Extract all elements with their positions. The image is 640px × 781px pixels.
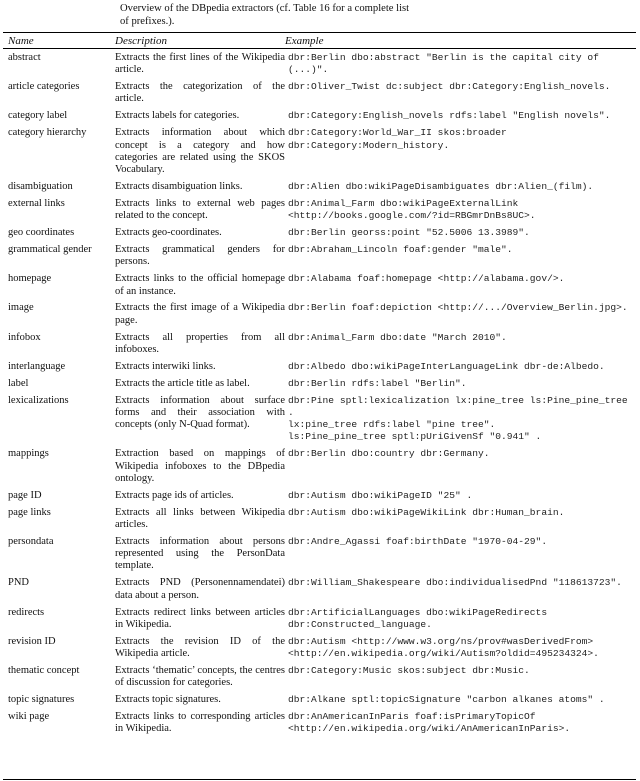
table-row [8,227,636,244]
table-row [8,302,636,331]
header-name: Name [8,35,34,47]
extractor-description: Extracts topic signatures. [115,694,221,706]
extractor-example: dbr:Albedo dbo:wikiPageInterLanguageLink dbr-de:Albedo. [288,360,605,372]
extractor-example: dbr:Berlin rdfs:label "Berlin". [288,377,467,389]
extractor-example: dbr:Category:English_novels rdfs:label "English novels". [288,110,611,122]
extractor-name: image [8,302,34,314]
extractor-description: Extracts information about surface forms and their association with concepts (only N-Quad format). [115,394,285,431]
table-row [8,448,636,489]
table-row [8,110,636,127]
extractor-example: dbr:Animal_Farm dbo:date "March 2010". [288,331,507,343]
table-row [8,636,636,665]
table-row [8,52,636,81]
table-row [8,244,636,273]
extractor-name: lexicalizations [8,394,69,406]
table-row [8,81,636,110]
extractor-example: dbr:Berlin georss:point "52.5006 13.3989". [288,227,530,239]
header-example: Example [285,35,324,47]
extractor-name: topic signatures [8,694,75,706]
extractor-description: Extracts ‘thematic’ concepts, the centres of discussion for categories. [115,664,285,689]
extractor-example: dbr:Alkane sptl:topicSignature "carbon alkanes atoms" . [288,694,605,706]
extractor-description: Extracts links to corresponding articles in Wikipedia. [115,711,285,735]
header-description: Description [115,35,167,47]
extractor-description: Extracts the first image of a Wikipedia page. [115,302,285,326]
extractor-name: label [8,377,29,389]
extractor-example: dbr:Andre_Agassi foaf:birthDate "1970-04-29". [288,535,548,547]
extractor-name: category hierarchy [8,127,87,139]
extractor-name: redirects [8,606,45,618]
table-row [8,361,636,378]
table-row [8,127,636,181]
extractor-name: external links [8,197,65,209]
extractor-example: dbr:Autism dbo:wikiPageWikiLink dbr:Human_brain. [288,506,565,518]
extractor-description: Extracts geo-coordinates. [115,227,222,239]
extractor-example: dbr:Berlin dbo:country dbr:Germany. [288,448,490,460]
extractor-example: dbr:Berlin dbo:abstract "Berlin is the capital city of (...)". [288,52,599,76]
extractor-name: wiki page [8,711,50,723]
table-row [8,395,636,449]
extractor-description: Extracts grammatical genders for persons. [115,244,285,268]
extractor-name: persondata [8,535,54,547]
caption-line-2: of prefixes.). [120,15,175,27]
extractor-name: grammatical gender [8,244,92,256]
table-row [8,181,636,198]
extractor-description: Extraction based on mappings of Wikipedia infoboxes to the DBpedia ontology. [115,448,285,484]
extractor-example: dbr:Animal_Farm dbo:wikiPageExternalLink <http://books.google.com/?id=RBGmrDnBs8UC>. [288,197,536,222]
extractor-example: dbr:Category:World_War_II skos:broader dbr:Category:Modern_history. [288,127,507,151]
extractor-name: category label [8,110,68,122]
extractor-description: Extracts disambiguation links. [115,181,243,193]
extractor-example: dbr:William_Shakespeare dbo:individualisedPnd "118613723". [288,577,622,589]
table-row [8,507,636,536]
extractor-example: dbr:Berlin foaf:depiction <http://.../Overview_Berlin.jpg>. [288,302,628,314]
extractor-description: Extracts information about persons represented using the PersonData template. [115,535,285,572]
extractor-name: disambiguation [8,181,73,193]
extractor-description: Extracts the first lines of the Wikipedia article. [115,52,285,76]
extractor-example: dbr:Autism dbo:wikiPageID "25" . [288,489,473,501]
table-row [8,273,636,302]
extractor-name: infobox [8,331,41,343]
extractor-description: Extracts page ids of articles. [115,489,234,501]
extractor-description: Extracts interwiki links. [115,360,216,372]
extractor-name: geo coordinates [8,227,75,239]
header-rule [3,48,636,49]
table-row [8,332,636,361]
extractor-name: abstract [8,52,41,63]
extractor-description: Extracts the categorization of the article. [115,81,285,105]
extractor-example: dbr:Category:Music skos:subject dbr:Music. [288,664,530,676]
table-caption [0,3,640,28]
extractor-example: dbr:Alabama foaf:homepage <http://alabama.gov/>. [288,273,565,285]
extractor-description: Extracts the revision ID of the Wikipedia article. [115,635,285,660]
table-row [8,378,636,395]
bottom-rule [3,779,636,780]
extractor-description: Extracts all links between Wikipedia articles. [115,506,285,530]
table-row [8,665,636,694]
extractor-example: dbr:Oliver_Twist dc:subject dbr:Category:English_novels. [288,81,611,93]
extractor-example: dbr:AnAmericanInParis foaf:isPrimaryTopicOf <http://en.wikipedia.org/wiki/AnAmericanInParis>. [288,711,571,735]
table-row [8,577,636,606]
extractor-example: dbr:Alien dbo:wikiPageDisambiguates dbr:Alien_(film). [288,181,594,193]
extractor-example: dbr:ArtificialLanguages dbo:wikiPageRedirects dbr:Constructed_language. [288,606,548,630]
table-row [8,198,636,227]
extractor-name: page ID [8,489,42,501]
extractor-description: Extracts the article title as label. [115,377,250,389]
table-row [8,607,636,636]
extractor-example: dbr:Abraham_Lincoln foaf:gender "male". [288,244,513,256]
extractors-table [8,52,636,740]
extractor-name: thematic concept [8,664,80,676]
extractor-example: dbr:Autism <http://www.w3.org/ns/prov#wasDerivedFrom> <http://en.wikipedia.org/wiki/Autism?oldid=495234324>. [288,635,599,660]
extractor-description: Extracts information about which concept is a category and how categories are related using the SKOS Vocabulary. [115,127,285,176]
extractor-description: Extracts links to external web pages related to the concept. [115,197,285,222]
table-row [8,490,636,507]
table-row [8,536,636,577]
extractor-description: Extracts redirect links between articles in Wikipedia. [115,606,285,630]
table-row [8,694,636,711]
extractor-description: Extracts links to the official homepage of an instance. [115,273,285,297]
extractor-description: Extracts PND (Personennamendatei) data about a person. [115,577,285,601]
extractor-name: page links [8,506,51,518]
extractor-description: Extracts all properties from all infoboxes. [115,331,285,355]
extractor-name: article categories [8,81,80,93]
extractor-example: dbr:Pine sptl:lexicalization lx:pine_tree ls:Pine_pine_tree . lx:pine_tree rdfs:label "pine tree". ls:Pine_pine_tree sptl:pUriGivenSf "0.941" . [288,394,628,443]
top-rule [3,32,636,33]
extractor-name: interlanguage [8,360,66,372]
extractor-description: Extracts labels for categories. [115,110,240,122]
extractor-name: PND [8,577,30,589]
extractor-name: revision ID [8,635,56,647]
extractor-name: homepage [8,273,52,285]
extractor-name: mappings [8,448,49,460]
table-row [8,711,636,740]
caption-line-1: Overview of the DBpedia extractors (cf. Table 16 for a complete list [120,3,410,14]
